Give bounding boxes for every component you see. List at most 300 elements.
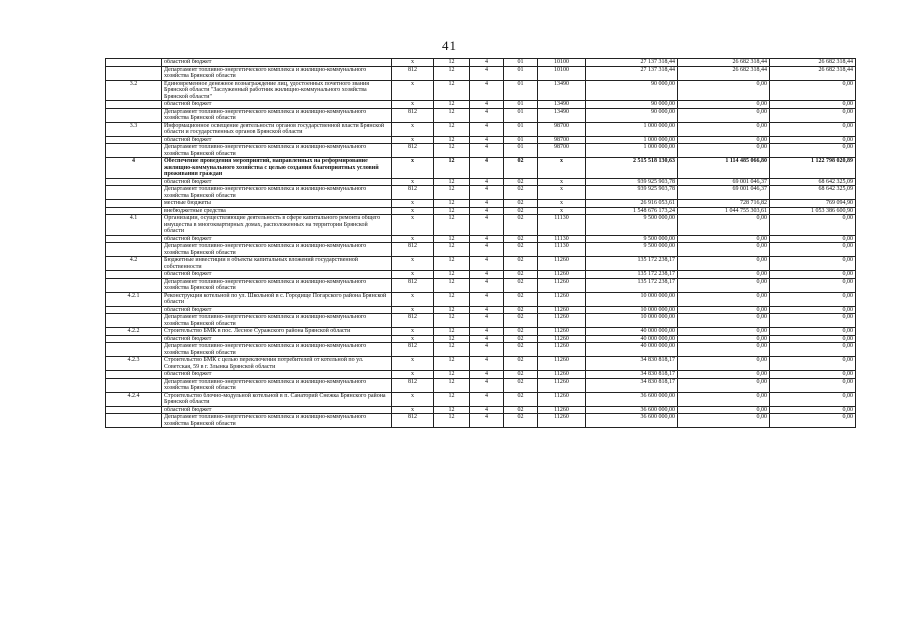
cell-pr: 4 xyxy=(470,292,504,306)
cell-amount-2: 26 682 318,44 xyxy=(678,59,770,67)
cell-pr: 4 xyxy=(470,80,504,101)
cell-cs: 01 xyxy=(504,66,538,80)
cell-kvr: 11260 xyxy=(538,314,586,328)
table-row xyxy=(106,371,856,379)
cell-kvr: х xyxy=(538,186,586,200)
cell-grbs: х xyxy=(392,335,434,343)
cell-grbs: х xyxy=(392,158,434,179)
cell-rz: 12 xyxy=(434,136,470,144)
cell-pr: 4 xyxy=(470,392,504,406)
row-number xyxy=(106,108,162,122)
table-row xyxy=(106,335,856,343)
row-number xyxy=(106,101,162,109)
cell-pr: 4 xyxy=(470,207,504,215)
cell-amount-1: 90 000,00 xyxy=(586,80,678,101)
cell-rz: 12 xyxy=(434,235,470,243)
cell-grbs: х xyxy=(392,200,434,208)
cell-amount-1: 9 500 000,00 xyxy=(586,215,678,236)
table-row xyxy=(106,215,856,236)
cell-amount-2: 728 716,82 xyxy=(678,200,770,208)
row-number xyxy=(106,235,162,243)
table-row xyxy=(106,207,856,215)
cell-amount-3: 0,00 xyxy=(770,271,856,279)
cell-pr: 4 xyxy=(470,406,504,414)
cell-pr: 4 xyxy=(470,335,504,343)
row-name: областной бюджет xyxy=(162,59,392,67)
cell-rz: 12 xyxy=(434,178,470,186)
table-row xyxy=(106,59,856,67)
cell-rz: 12 xyxy=(434,200,470,208)
cell-rz: 12 xyxy=(434,108,470,122)
cell-amount-2: 0,00 xyxy=(678,335,770,343)
table-row xyxy=(106,122,856,136)
cell-amount-1: 90 000,00 xyxy=(586,101,678,109)
cell-amount-1: 1 548 676 173,24 xyxy=(586,207,678,215)
row-name: Реконструкция котельной по ул. Школьной в с. Городище Погарского района Брянской области xyxy=(162,292,392,306)
cell-amount-1: 1 000 000,00 xyxy=(586,136,678,144)
cell-amount-1: 9 500 000,00 xyxy=(586,243,678,257)
table-row xyxy=(106,343,856,357)
cell-grbs: х xyxy=(392,292,434,306)
table-row xyxy=(106,108,856,122)
cell-amount-2: 0,00 xyxy=(678,278,770,292)
row-number: 4.2.1 xyxy=(106,292,162,306)
cell-amount-2: 0,00 xyxy=(678,306,770,314)
cell-amount-1: 34 830 818,17 xyxy=(586,357,678,371)
row-number xyxy=(106,314,162,328)
cell-pr: 4 xyxy=(470,257,504,271)
cell-amount-2: 0,00 xyxy=(678,235,770,243)
cell-grbs: х xyxy=(392,392,434,406)
cell-grbs: х xyxy=(392,371,434,379)
cell-rz: 12 xyxy=(434,392,470,406)
cell-rz: 12 xyxy=(434,314,470,328)
row-number xyxy=(106,371,162,379)
row-number xyxy=(106,335,162,343)
cell-pr: 4 xyxy=(470,371,504,379)
cell-kvr: 11130 xyxy=(538,235,586,243)
cell-kvr: х xyxy=(538,158,586,179)
row-name: Департамент топливно-энергетического комплекса и жилищно-коммунального хозяйства Брянской области xyxy=(162,186,392,200)
cell-grbs: 812 xyxy=(392,314,434,328)
cell-cs: 01 xyxy=(504,108,538,122)
cell-grbs: х xyxy=(392,59,434,67)
table-row xyxy=(106,66,856,80)
cell-rz: 12 xyxy=(434,378,470,392)
row-name: областной бюджет xyxy=(162,306,392,314)
row-number xyxy=(106,414,162,428)
cell-cs: 02 xyxy=(504,278,538,292)
cell-kvr: 11260 xyxy=(538,378,586,392)
row-number xyxy=(106,271,162,279)
cell-amount-2: 1 044 755 303,61 xyxy=(678,207,770,215)
cell-rz: 12 xyxy=(434,414,470,428)
table-row xyxy=(106,306,856,314)
cell-amount-3: 0,00 xyxy=(770,414,856,428)
cell-amount-3: 769 094,90 xyxy=(770,200,856,208)
cell-amount-1: 10 000 000,00 xyxy=(586,292,678,306)
cell-amount-2: 69 001 046,37 xyxy=(678,178,770,186)
cell-grbs: х xyxy=(392,215,434,236)
cell-cs: 02 xyxy=(504,292,538,306)
row-name: Бюджетные инвестиции в объекты капитальных вложений государственной собственности xyxy=(162,257,392,271)
cell-amount-3: 68 642 325,09 xyxy=(770,178,856,186)
cell-cs: 02 xyxy=(504,235,538,243)
cell-rz: 12 xyxy=(434,257,470,271)
table-row xyxy=(106,414,856,428)
cell-rz: 12 xyxy=(434,357,470,371)
cell-cs: 02 xyxy=(504,392,538,406)
table-row xyxy=(106,243,856,257)
cell-amount-1: 90 000,00 xyxy=(586,108,678,122)
cell-kvr: 10100 xyxy=(538,66,586,80)
cell-amount-2: 0,00 xyxy=(678,257,770,271)
cell-grbs: 812 xyxy=(392,108,434,122)
row-name: Строительство БМК с целью переключения потребителей от котельной по ул. Советская, 59 в г. Злынка Брянской области xyxy=(162,357,392,371)
cell-amount-1: 36 600 000,00 xyxy=(586,392,678,406)
cell-kvr: х xyxy=(538,207,586,215)
row-number xyxy=(106,306,162,314)
table-row xyxy=(106,357,856,371)
row-number xyxy=(106,406,162,414)
cell-amount-1: 36 600 000,00 xyxy=(586,414,678,428)
cell-pr: 4 xyxy=(470,278,504,292)
row-name: областной бюджет xyxy=(162,335,392,343)
cell-amount-2: 0,00 xyxy=(678,292,770,306)
cell-amount-3: 26 682 318,44 xyxy=(770,59,856,67)
row-name: местные бюджеты xyxy=(162,200,392,208)
budget-table xyxy=(105,58,856,428)
row-number: 4.2.4 xyxy=(106,392,162,406)
cell-kvr: 11260 xyxy=(538,278,586,292)
row-name: областной бюджет xyxy=(162,101,392,109)
cell-amount-1: 1 000 000,00 xyxy=(586,122,678,136)
cell-amount-1: 36 600 000,00 xyxy=(586,406,678,414)
table-body xyxy=(106,59,856,428)
cell-pr: 4 xyxy=(470,378,504,392)
cell-rz: 12 xyxy=(434,122,470,136)
cell-pr: 4 xyxy=(470,144,504,158)
cell-grbs: х xyxy=(392,122,434,136)
row-number: 3.3 xyxy=(106,122,162,136)
cell-kvr: 11260 xyxy=(538,335,586,343)
row-name: областной бюджет xyxy=(162,271,392,279)
row-number: 4.2.2 xyxy=(106,328,162,336)
table-row xyxy=(106,235,856,243)
cell-pr: 4 xyxy=(470,59,504,67)
cell-grbs: х xyxy=(392,101,434,109)
cell-rz: 12 xyxy=(434,371,470,379)
cell-cs: 02 xyxy=(504,328,538,336)
cell-kvr: 10100 xyxy=(538,59,586,67)
cell-amount-2: 0,00 xyxy=(678,101,770,109)
cell-cs: 01 xyxy=(504,59,538,67)
cell-pr: 4 xyxy=(470,306,504,314)
cell-amount-2: 0,00 xyxy=(678,243,770,257)
cell-grbs: х xyxy=(392,178,434,186)
cell-grbs: 812 xyxy=(392,278,434,292)
cell-cs: 02 xyxy=(504,178,538,186)
cell-pr: 4 xyxy=(470,108,504,122)
row-name: Строительство БМК в пос. Лесное Суражского района Брянской области xyxy=(162,328,392,336)
row-number: 3.2 xyxy=(106,80,162,101)
cell-pr: 4 xyxy=(470,178,504,186)
cell-grbs: х xyxy=(392,306,434,314)
cell-rz: 12 xyxy=(434,101,470,109)
cell-amount-2: 0,00 xyxy=(678,122,770,136)
cell-cs: 02 xyxy=(504,271,538,279)
cell-cs: 01 xyxy=(504,122,538,136)
cell-kvr: 11260 xyxy=(538,406,586,414)
cell-pr: 4 xyxy=(470,235,504,243)
table-row xyxy=(106,392,856,406)
cell-cs: 02 xyxy=(504,200,538,208)
cell-rz: 12 xyxy=(434,158,470,179)
cell-grbs: х xyxy=(392,235,434,243)
cell-amount-1: 40 000 000,00 xyxy=(586,335,678,343)
cell-kvr: 11260 xyxy=(538,306,586,314)
cell-rz: 12 xyxy=(434,144,470,158)
row-name: Обеспечение проведения мероприятий, направленных на реформирование жилищно-коммунального хозяйства с целью создания благоприятных условий проживания граждан xyxy=(162,158,392,179)
cell-rz: 12 xyxy=(434,207,470,215)
cell-pr: 4 xyxy=(470,136,504,144)
row-number xyxy=(106,278,162,292)
row-name: Департамент топливно-энергетического комплекса и жилищно-коммунального хозяйства Брянской области xyxy=(162,314,392,328)
row-name: Департамент топливно-энергетического комплекса и жилищно-коммунального хозяйства Брянской области xyxy=(162,243,392,257)
cell-amount-3: 0,00 xyxy=(770,357,856,371)
cell-amount-3: 0,00 xyxy=(770,108,856,122)
row-name: Организации, осуществляющие деятельность в сфере капитального ремонта общего имущества в многоквартирных домах, расположенных на территории Брянской области xyxy=(162,215,392,236)
cell-grbs: х xyxy=(392,406,434,414)
table-row xyxy=(106,200,856,208)
cell-amount-2: 0,00 xyxy=(678,136,770,144)
cell-rz: 12 xyxy=(434,278,470,292)
cell-pr: 4 xyxy=(470,243,504,257)
cell-amount-3: 68 642 325,09 xyxy=(770,186,856,200)
row-name: Департамент топливно-энергетического комплекса и жилищно-коммунального хозяйства Брянской области xyxy=(162,378,392,392)
cell-amount-1: 1 000 000,00 xyxy=(586,144,678,158)
cell-pr: 4 xyxy=(470,343,504,357)
cell-pr: 4 xyxy=(470,158,504,179)
cell-kvr: 11260 xyxy=(538,357,586,371)
cell-amount-1: 10 000 000,00 xyxy=(586,306,678,314)
cell-grbs: х xyxy=(392,136,434,144)
cell-cs: 02 xyxy=(504,378,538,392)
row-number xyxy=(106,144,162,158)
cell-kvr: 11260 xyxy=(538,328,586,336)
cell-cs: 02 xyxy=(504,257,538,271)
cell-amount-1: 9 500 000,00 xyxy=(586,235,678,243)
table-row xyxy=(106,378,856,392)
cell-rz: 12 xyxy=(434,243,470,257)
cell-grbs: 812 xyxy=(392,144,434,158)
table-row xyxy=(106,406,856,414)
cell-cs: 02 xyxy=(504,414,538,428)
row-number: 4 xyxy=(106,158,162,179)
cell-kvr: 11260 xyxy=(538,414,586,428)
cell-amount-3: 0,00 xyxy=(770,243,856,257)
cell-cs: 02 xyxy=(504,343,538,357)
row-name: Департамент топливно-энергетического комплекса и жилищно-коммунального хозяйства Брянской области xyxy=(162,108,392,122)
row-number xyxy=(106,186,162,200)
cell-amount-2: 0,00 xyxy=(678,371,770,379)
row-name: внебюджетные средства xyxy=(162,207,392,215)
row-number xyxy=(106,343,162,357)
cell-grbs: х xyxy=(392,207,434,215)
row-name: Департамент топливно-энергетического комплекса и жилищно-коммунального хозяйства Брянской области xyxy=(162,414,392,428)
cell-amount-1: 939 925 903,78 xyxy=(586,186,678,200)
cell-amount-3: 0,00 xyxy=(770,392,856,406)
cell-kvr: х xyxy=(538,178,586,186)
cell-amount-3: 0,00 xyxy=(770,80,856,101)
table-row xyxy=(106,186,856,200)
cell-cs: 02 xyxy=(504,243,538,257)
cell-amount-1: 40 000 000,00 xyxy=(586,343,678,357)
row-name: Единовременное денежное вознаграждение лиц, удостоенных почетного звания Брянской области "Заслуженный работник жилищно-коммунального хозяйства Брянской области" xyxy=(162,80,392,101)
cell-amount-2: 0,00 xyxy=(678,108,770,122)
cell-amount-1: 10 000 000,00 xyxy=(586,314,678,328)
table-row xyxy=(106,158,856,179)
row-name: областной бюджет xyxy=(162,178,392,186)
cell-amount-1: 939 925 903,78 xyxy=(586,178,678,186)
cell-amount-1: 40 000 000,00 xyxy=(586,328,678,336)
cell-cs: 02 xyxy=(504,207,538,215)
cell-amount-2: 0,00 xyxy=(678,314,770,328)
cell-amount-3: 26 682 318,44 xyxy=(770,66,856,80)
row-name: областной бюджет xyxy=(162,235,392,243)
row-number xyxy=(106,66,162,80)
cell-pr: 4 xyxy=(470,271,504,279)
cell-amount-1: 27 137 318,44 xyxy=(586,59,678,67)
row-name: Департамент топливно-энергетического комплекса и жилищно-коммунального хозяйства Брянской области xyxy=(162,66,392,80)
cell-rz: 12 xyxy=(434,271,470,279)
cell-cs: 02 xyxy=(504,306,538,314)
cell-grbs: х xyxy=(392,80,434,101)
cell-pr: 4 xyxy=(470,200,504,208)
cell-cs: 02 xyxy=(504,357,538,371)
row-name: Департамент топливно-энергетического комплекса и жилищно-коммунального хозяйства Брянской области xyxy=(162,343,392,357)
cell-grbs: 812 xyxy=(392,414,434,428)
cell-kvr: 11130 xyxy=(538,215,586,236)
cell-amount-3: 0,00 xyxy=(770,101,856,109)
cell-amount-3: 0,00 xyxy=(770,306,856,314)
cell-kvr: 11130 xyxy=(538,243,586,257)
table-row xyxy=(106,271,856,279)
cell-amount-2: 0,00 xyxy=(678,215,770,236)
row-number xyxy=(106,136,162,144)
cell-rz: 12 xyxy=(434,343,470,357)
cell-rz: 12 xyxy=(434,80,470,101)
cell-amount-2: 1 114 485 066,80 xyxy=(678,158,770,179)
cell-rz: 12 xyxy=(434,406,470,414)
cell-grbs: 812 xyxy=(392,243,434,257)
row-number xyxy=(106,178,162,186)
table-row xyxy=(106,144,856,158)
cell-kvr: х xyxy=(538,200,586,208)
cell-amount-1: 34 830 818,17 xyxy=(586,371,678,379)
cell-cs: 01 xyxy=(504,101,538,109)
cell-amount-3: 0,00 xyxy=(770,136,856,144)
cell-rz: 12 xyxy=(434,328,470,336)
cell-amount-3: 0,00 xyxy=(770,406,856,414)
table-row xyxy=(106,328,856,336)
table-row xyxy=(106,314,856,328)
cell-kvr: 98700 xyxy=(538,136,586,144)
cell-amount-3: 0,00 xyxy=(770,343,856,357)
cell-kvr: 11260 xyxy=(538,371,586,379)
table-row xyxy=(106,101,856,109)
table-row xyxy=(106,278,856,292)
cell-rz: 12 xyxy=(434,292,470,306)
cell-grbs: 812 xyxy=(392,66,434,80)
cell-grbs: 812 xyxy=(392,186,434,200)
cell-amount-3: 0,00 xyxy=(770,278,856,292)
cell-kvr: 11260 xyxy=(538,271,586,279)
cell-kvr: 13490 xyxy=(538,108,586,122)
cell-amount-3: 1 053 386 600,90 xyxy=(770,207,856,215)
cell-amount-3: 0,00 xyxy=(770,335,856,343)
row-name: областной бюджет xyxy=(162,371,392,379)
cell-rz: 12 xyxy=(434,186,470,200)
cell-amount-1: 135 172 238,17 xyxy=(586,278,678,292)
cell-pr: 4 xyxy=(470,414,504,428)
cell-rz: 12 xyxy=(434,59,470,67)
cell-kvr: 11260 xyxy=(538,392,586,406)
cell-rz: 12 xyxy=(434,215,470,236)
row-number: 4.1 xyxy=(106,215,162,236)
cell-amount-3: 0,00 xyxy=(770,292,856,306)
cell-pr: 4 xyxy=(470,357,504,371)
cell-amount-2: 0,00 xyxy=(678,406,770,414)
cell-cs: 01 xyxy=(504,80,538,101)
cell-pr: 4 xyxy=(470,328,504,336)
cell-kvr: 98700 xyxy=(538,122,586,136)
table-row xyxy=(106,178,856,186)
cell-kvr: 11260 xyxy=(538,257,586,271)
cell-amount-3: 0,00 xyxy=(770,314,856,328)
cell-kvr: 13490 xyxy=(538,101,586,109)
cell-cs: 02 xyxy=(504,215,538,236)
cell-amount-2: 0,00 xyxy=(678,80,770,101)
row-number xyxy=(106,207,162,215)
row-name: областной бюджет xyxy=(162,136,392,144)
cell-cs: 02 xyxy=(504,314,538,328)
cell-amount-2: 0,00 xyxy=(678,414,770,428)
cell-amount-3: 0,00 xyxy=(770,378,856,392)
row-number xyxy=(106,200,162,208)
table-row xyxy=(106,292,856,306)
table-row xyxy=(106,80,856,101)
cell-amount-1: 34 830 818,17 xyxy=(586,378,678,392)
row-name: областной бюджет xyxy=(162,406,392,414)
cell-amount-2: 0,00 xyxy=(678,328,770,336)
cell-kvr: 98700 xyxy=(538,144,586,158)
cell-amount-3: 0,00 xyxy=(770,235,856,243)
cell-amount-3: 1 122 798 020,89 xyxy=(770,158,856,179)
page-number: 41 xyxy=(442,38,457,53)
cell-grbs: х xyxy=(392,328,434,336)
cell-amount-1: 27 137 318,44 xyxy=(586,66,678,80)
cell-pr: 4 xyxy=(470,314,504,328)
cell-pr: 4 xyxy=(470,186,504,200)
cell-pr: 4 xyxy=(470,215,504,236)
cell-rz: 12 xyxy=(434,306,470,314)
cell-kvr: 13490 xyxy=(538,80,586,101)
cell-amount-1: 26 916 053,61 xyxy=(586,200,678,208)
cell-kvr: 11260 xyxy=(538,343,586,357)
cell-amount-2: 0,00 xyxy=(678,378,770,392)
cell-amount-1: 135 172 238,17 xyxy=(586,271,678,279)
